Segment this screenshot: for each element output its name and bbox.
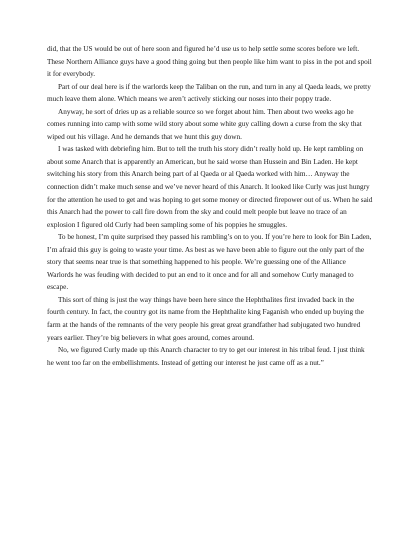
paragraph: No, we figured Curly made up this Anarch character to try to get our interest in his tribal feud. I just think he went too far on the embellishments. Instead of getting our interest he just came off as a nut.” (47, 346, 365, 367)
paragraph: did, that the US would be out of here soon and figured he’d use us to help settle some scores before we left. These Northern Alliance guys have a good thing going but then people like him want to piss in the pot and spoil it for everybody. (47, 45, 372, 79)
paragraph: I was tasked with debriefing him. But to tell the truth his story didn’t really hold up. He kept rambling on about some Anarch that is apparently an American, but he said worse than Hussein and Bin Laden. He kept switching his story from this Anarch being part of al Qaeda or al Qaeda worked with him… Anyway the connection didn’t make much sense and we’ve never heard of this Anarch. It looked like Curly was just hungry for the attention he used to get and was hoping to get some money or directed firepower out of us. When he said this Anarch had the power to call fire down from the sky and could melt people but leave no trace of an explosion I figured old Curly had been sampling some of his poppies he smuggles. (47, 145, 373, 229)
paragraph: Anyway, he sort of dries up as a reliable source so we forget about him. Then about two weeks ago he comes running into camp with some wild story about some white guy calling down a curse from the sky that wiped out his village. And he demands that we hunt this guy down. (47, 107, 362, 141)
paragraph: To be honest, I’m quite surprised they passed his rambling’s on to you. If you’re here to look for Bin Laden, I’m afraid this guy is going to waste your time. As best as we have been able to figure out the only part of the story that seems near true is that something happened to his people. We’re guessing one of the Alliance Warlords he was feuding with decided to put an end to it once and for all and somehow Curly managed to escape. (47, 233, 372, 292)
paragraph: Part of our deal here is if the warlords keep the Taliban on the run, and turn in any al Qaeda leads, we pretty much leave them alone. Which means we aren’t actively sticking our noses into their poppy trade. (47, 82, 371, 104)
document-body (47, 43, 373, 369)
paragraph: This sort of thing is just the way things have been here since the Hephthalites first invaded back in the fourth century. In fact, the country got its name from the Hephthalite king Faganish who ended up buying the farm at the hands of the remnants of the very people his great great grandfather had subjugated two hundred years earlier. They’re big believers in what goes around, comes around. (47, 295, 364, 342)
